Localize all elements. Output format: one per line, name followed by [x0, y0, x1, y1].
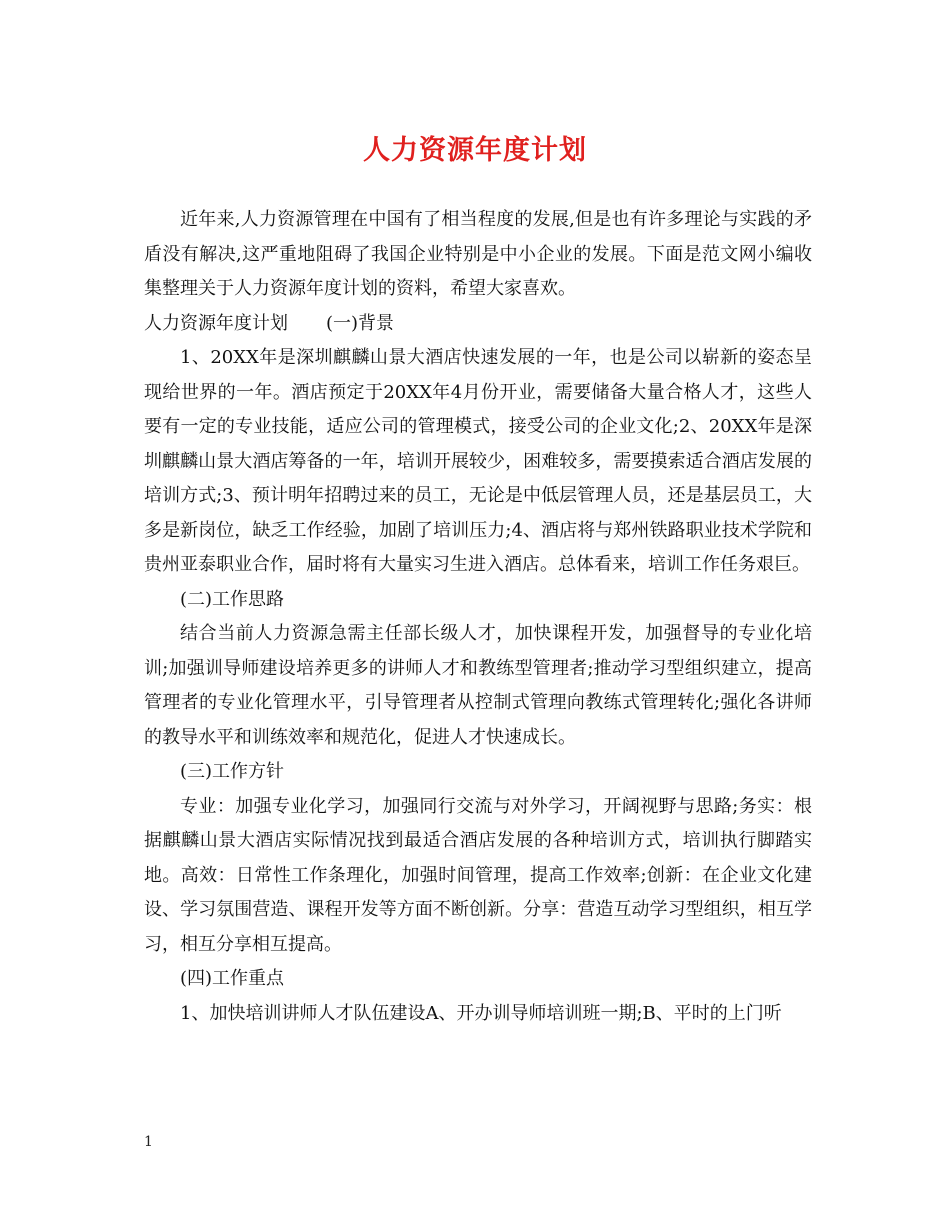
document-title: 人力资源年度计划 [363, 135, 587, 166]
page-number: 1 [144, 1134, 153, 1150]
section-heading-background: (一)背景 [326, 312, 395, 334]
heading-work-policy: (三)工作方针 [180, 761, 285, 782]
section-heading-line [144, 307, 812, 342]
heading-work-approach: (二)工作思路 [180, 588, 285, 610]
heading-work-focus: (四)工作重点 [180, 968, 285, 989]
work-approach-paragraph: 结合当前人力资源急需主任部长级人才，加快课程开发，加强督导的专业化培训;加强训导师建设培养更多的讲师人才和教练型管理者;推动学习型组织建立，提高管理者的专业化管理水平，引导管理者从控制式管理向教练式管理转化;强化各讲师的教导水平和训练效率和规范化，促进人才快速成长。 [144, 623, 812, 748]
document-body [144, 203, 812, 1031]
section-heading-left: 人力资源年度计划 [144, 312, 288, 334]
intro-paragraph: 近年来,人力资源管理在中国有了相当程度的发展,但是也有许多理论与实践的矛盾没有解决,这严重地阻碍了我国企业特别是中小企业的发展。下面是范文网小编收集整理关于人力资源年度计划的资料，希望大家喜欢。 [144, 209, 812, 299]
work-policy-paragraph: 专业：加强专业化学习，加强同行交流与对外学习，开阔视野与思路;务实：根据麒麟山景大酒店实际情况找到最适合酒店发展的各种培训方式，培训执行脚踏实地。高效：日常性工作条理化，加强时间管理，提高工作效率;创新：在企业文化建设、学习氛围营造、课程开发等方面不断创新。分享：营造互动学习型组织，相互学习，相互分享相互提高。 [144, 795, 812, 955]
background-paragraph: 1、20XX年是深圳麒麟山景大酒店快速发展的一年，也是公司以崭新的姿态呈现给世界的一年。酒店预定于20XX年4月份开业，需要储备大量合格人才，这些人要有一定的专业技能，适应公司的管理模式，接受公司的企业文化;2、20XX年是深圳麒麟山景大酒店筹备的一年，培训开展较少，困难较多，需要摸索适合酒店发展的培训方式;3、预计明年招聘过来的员工，无论是中低层管理人员，还是基层员工，大多是新岗位，缺乏工作经验，加剧了培训压力;4、酒店将与郑州铁路职业技术学院和贵州亚泰职业合作，届时将有大量实习生进入酒店。总体看来，培训工作任务艰巨。 [144, 347, 812, 575]
work-focus-paragraph: 1、加快培训讲师人才队伍建设A、开办训导师培训班一期;B、平时的上门听 [180, 1002, 782, 1024]
